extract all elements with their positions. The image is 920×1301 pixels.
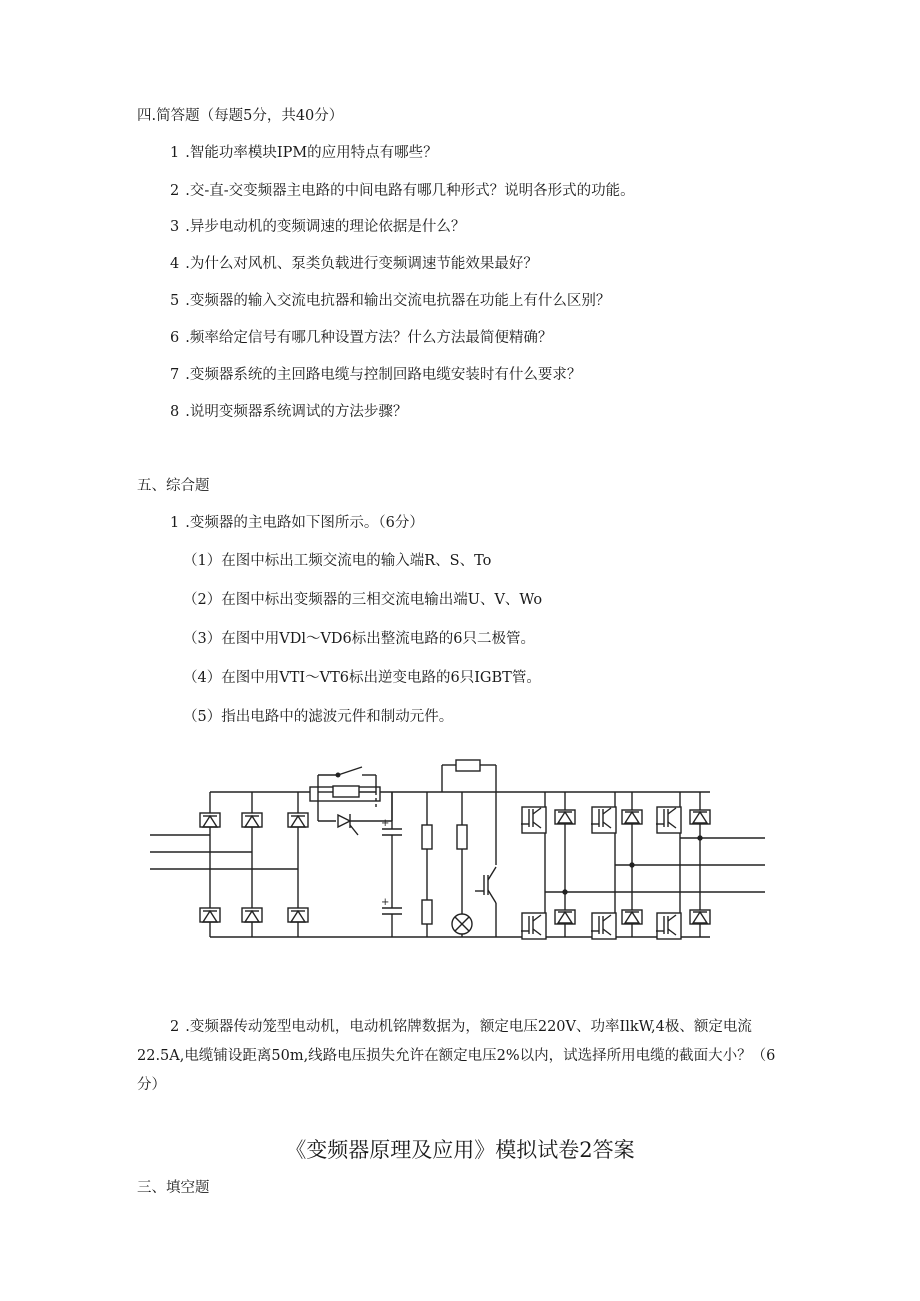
question-number: 2 bbox=[170, 1019, 180, 1035]
question-item bbox=[170, 179, 635, 200]
question-item bbox=[170, 326, 552, 347]
rectifier-diode bbox=[242, 908, 262, 922]
balancing-resistor bbox=[422, 900, 432, 924]
inverter-igbt bbox=[521, 807, 546, 833]
question-text: .变频器传动笼型电动机，电动机铭牌数据为，额定电压220V、功率IlkW,4极、额定电流22.5A,电缆铺设距离50m,线路电压损失允许在额定电压2%以内，试选择所用电缆的截面大小？（6分） bbox=[137, 1019, 776, 1093]
inverter-igbt bbox=[591, 913, 616, 939]
capacitor-polarity-mark: + bbox=[381, 897, 390, 908]
sub-question: （2）在图中标出变频器的三相交流电输出端U、V、Wo bbox=[183, 592, 543, 608]
freewheel-diode bbox=[690, 810, 710, 824]
inverter-igbt bbox=[591, 807, 616, 833]
sub-question: （5）指出电路中的滤波元件和制动元件。 bbox=[183, 709, 454, 725]
question-text: .变频器的主电路如下图所示。（6分） bbox=[185, 515, 424, 531]
question-item bbox=[170, 511, 424, 532]
freewheel-diode bbox=[622, 910, 642, 924]
rectifier-diode bbox=[200, 813, 220, 827]
freewheel-diode bbox=[622, 810, 642, 824]
charging-resistor-bypass bbox=[310, 767, 392, 835]
charging-resistor bbox=[333, 786, 359, 797]
question-number: 6 bbox=[170, 330, 180, 346]
question-number: 3 bbox=[170, 219, 180, 235]
freewheel-diode bbox=[690, 910, 710, 924]
rectifier-diode bbox=[288, 813, 308, 827]
question-number: 8 bbox=[170, 404, 180, 420]
rectifier-diode bbox=[200, 908, 220, 922]
section5-heading: 五、综合题 bbox=[137, 478, 210, 494]
inverter-main-circuit-diagram bbox=[150, 755, 775, 970]
question-text: .智能功率模块IPM的应用特点有哪些？ bbox=[185, 145, 438, 161]
braking-unit bbox=[442, 760, 496, 937]
capacitor-polarity-mark: + bbox=[381, 818, 390, 829]
thyristor bbox=[338, 814, 358, 835]
braking-resistor bbox=[456, 760, 480, 771]
freewheel-diode bbox=[555, 910, 575, 924]
question-text: .变频器系统的主回路电缆与控制回路电缆安装时有什么要求？ bbox=[185, 367, 582, 383]
balancing-resistor bbox=[422, 825, 432, 849]
answer-title: 《变频器原理及应用》模拟试卷2答案 bbox=[285, 1138, 635, 1162]
question-item bbox=[170, 289, 610, 310]
rectifier-diode bbox=[288, 908, 308, 922]
question-text: .交-直-交变频器主电路的中间电路有哪几种形式？说明各形式的功能。 bbox=[185, 183, 635, 199]
inverter-igbt bbox=[521, 913, 546, 939]
question-item bbox=[170, 141, 438, 162]
question-number: 4 bbox=[170, 256, 180, 272]
sub-question: （3）在图中用VDl～VD6标出整流电路的6只二极管。 bbox=[183, 631, 536, 647]
question-item bbox=[170, 400, 407, 421]
sub-question: （4）在图中用VTI～VT6标出逆变电路的6只IGBT管。 bbox=[183, 670, 541, 686]
braking-transistor bbox=[475, 867, 496, 903]
rectifier-diode bbox=[242, 813, 262, 827]
question-text: .变频器的输入交流电抗器和输出交流电抗器在功能上有什么区别？ bbox=[185, 293, 611, 309]
question-number: 1 bbox=[170, 145, 180, 161]
inverter-igbt bbox=[656, 913, 681, 939]
question-text: .频率给定信号有哪几种设置方法？什么方法最简便精确？ bbox=[185, 330, 553, 346]
question-number: 7 bbox=[170, 367, 180, 383]
section3-heading: 三、填空题 bbox=[137, 1180, 210, 1196]
question-text: .异步电动机的变频调速的理论依据是什么？ bbox=[185, 219, 466, 235]
question-item bbox=[170, 215, 465, 236]
question-text: .为什么对风机、泵类负载进行变频调速节能效果最好？ bbox=[185, 256, 538, 272]
question-item bbox=[170, 252, 538, 273]
inverter-igbt bbox=[656, 807, 681, 833]
bleed-resistor bbox=[457, 825, 467, 849]
question-item bbox=[137, 1013, 797, 1100]
freewheel-diode bbox=[555, 810, 575, 824]
question-number: 1 bbox=[170, 515, 180, 531]
sub-question: （1）在图中标出工频交流电的输入端R、S、To bbox=[183, 553, 492, 569]
question-text: .说明变频器系统调试的方法步骤？ bbox=[185, 404, 408, 420]
question-number: 2 bbox=[170, 183, 180, 199]
question-number: 5 bbox=[170, 293, 180, 309]
question-item bbox=[170, 363, 581, 384]
section4-heading: 四.简答题（每题5分，共40分） bbox=[137, 108, 344, 124]
filter-capacitor bbox=[381, 792, 402, 908]
